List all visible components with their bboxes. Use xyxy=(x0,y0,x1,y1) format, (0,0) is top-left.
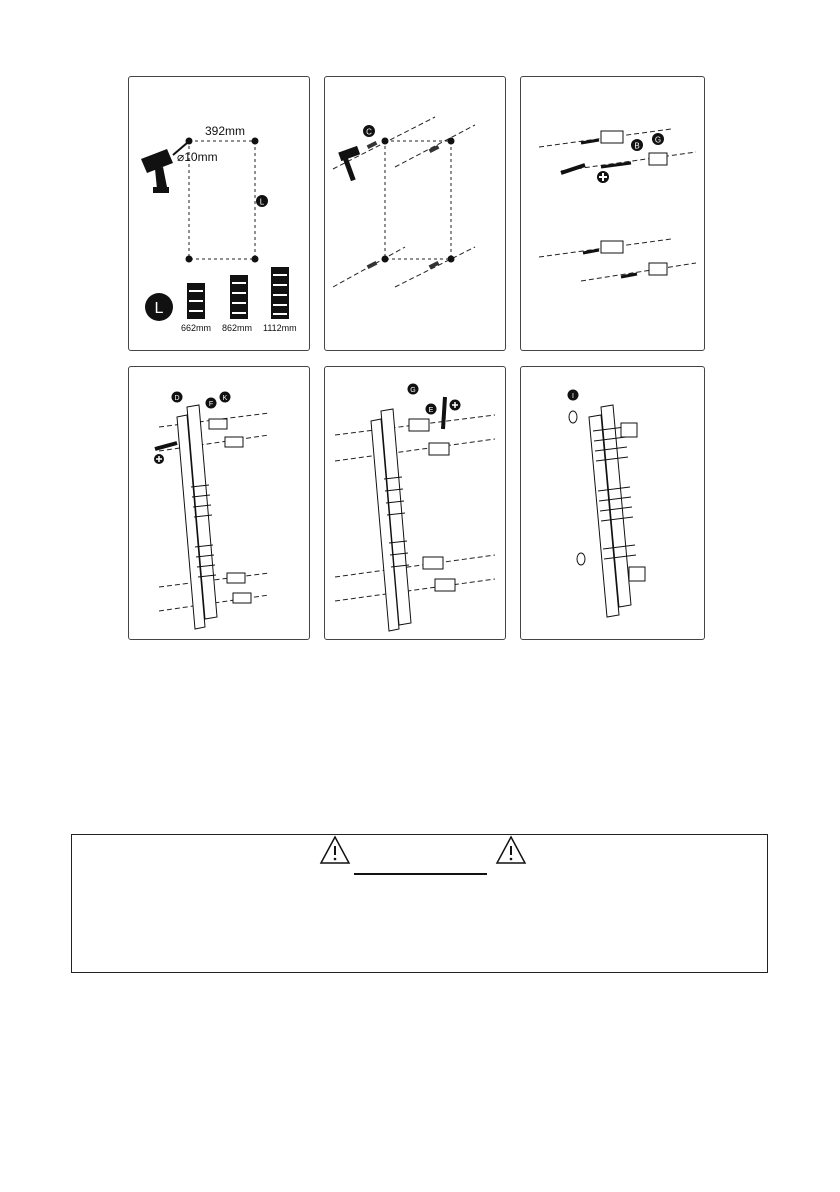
rail-medium-icon xyxy=(230,275,248,319)
warning-triangle-icon xyxy=(319,835,351,865)
marker-g: G xyxy=(654,135,662,145)
size-label-large: 1112mm xyxy=(263,323,297,333)
step-1-panel xyxy=(128,76,310,351)
size-label-medium: 862mm xyxy=(222,323,253,333)
bracket-bottom-right xyxy=(621,263,667,277)
step-2-panel xyxy=(324,76,506,351)
step-1-illustration xyxy=(129,77,309,350)
bracket-top-right xyxy=(561,153,667,173)
size-label-small: 662mm xyxy=(181,323,212,333)
marker-c: C xyxy=(366,127,372,137)
warning-heading-underline xyxy=(354,873,487,875)
step-4-panel xyxy=(128,366,310,640)
drill-size-label: ⌀10mm xyxy=(177,150,218,164)
hammer-icon xyxy=(338,146,360,181)
step-6-illustration xyxy=(521,367,704,639)
step-6-panel xyxy=(520,366,705,640)
step-2-illustration xyxy=(325,77,505,350)
bracket-bottom-left xyxy=(583,241,623,253)
marker-k: K xyxy=(222,395,228,402)
step-5-panel xyxy=(324,366,506,640)
legend-marker: L xyxy=(154,300,164,317)
marker-f: F xyxy=(208,401,214,408)
step-3-panel xyxy=(520,76,705,351)
rail-small-icon xyxy=(187,283,205,319)
rail-large-icon xyxy=(271,267,289,319)
marker-e: E xyxy=(428,407,434,414)
step-4-illustration xyxy=(129,367,309,639)
height-marker: L xyxy=(259,197,265,207)
warning-triangle-icon xyxy=(495,835,527,865)
marker-i: I xyxy=(572,393,574,400)
marker-g: G xyxy=(410,387,416,394)
step-5-illustration xyxy=(325,367,505,639)
towel-rail xyxy=(177,405,217,629)
marker-b: B xyxy=(634,141,640,151)
warning-box xyxy=(71,834,768,973)
towel-rail xyxy=(371,409,411,631)
bracket-top-left xyxy=(581,131,623,143)
marker-d: D xyxy=(174,395,180,402)
width-label: 392mm xyxy=(205,124,246,138)
step-3-illustration xyxy=(521,77,704,350)
